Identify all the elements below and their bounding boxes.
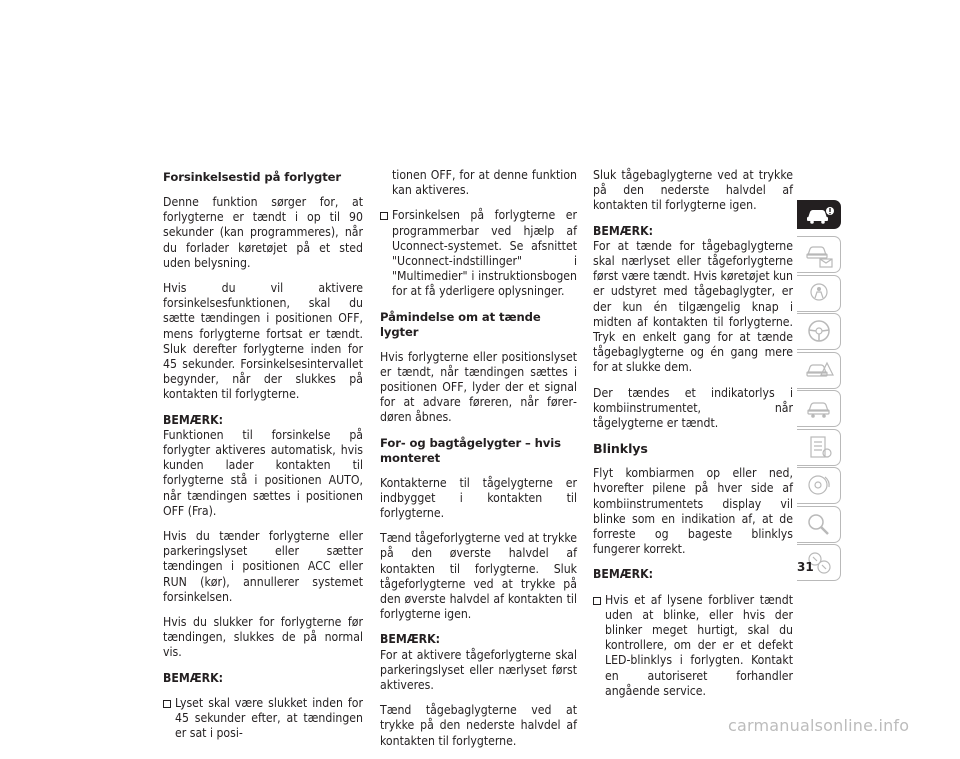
paragraph: Denne funktion sørger for, at forlygterne er tændt i op til 90 sekunder (kan programmeres), når du forlader køretøjet på et sted uden belysning. xyxy=(163,195,363,270)
page-number: 31 xyxy=(797,560,814,574)
tab-steering-wheel[interactable] xyxy=(797,313,841,350)
note-text: For at aktivere tågeforlygterne skal parkeringslyset eller nærlyset først aktiveres. xyxy=(380,647,577,693)
paragraph: Tænd tågebaglygterne ved at trykke på den nederste halvdel af kontakten til forlygterne. xyxy=(380,703,577,748)
note xyxy=(593,224,793,376)
note-text: Funktionen til forsinkelse på forlygter aktiveres automatisk, hvis kunden lader kontakten til forlygterne stå i positionen AUTO, når tændingen sættes i positionen OFF (Fra). xyxy=(163,427,363,518)
note-label: BEMÆRK: xyxy=(380,632,440,647)
paragraph: Hvis du vil aktivere forsinkelsesfunktionen, skal du sætte tændingen i positionen OFF, mens forlygterne fortsat er tændt. Sluk derefter forlygterne inden for 45 sekunder. Forsinkelsesintervallet begynder, når der slukkes på kontakten til forlygterne. xyxy=(163,281,363,402)
paragraph: Der tændes et indikatorlys i kombiinstrumentet, når tågelygterne er tændt. xyxy=(593,385,793,431)
column-2 xyxy=(380,168,577,759)
note xyxy=(593,567,793,582)
multimedia-icon xyxy=(805,472,835,500)
steering-wheel-icon xyxy=(805,318,835,346)
paragraph: Hvis forlygterne eller positionslyset er tændt, når tændingen sættes i positionen OFF, lyder der et signal for at advare føreren, når førerdøren åbnes. xyxy=(380,349,577,425)
car-key-icon xyxy=(805,241,835,269)
note-label: BEMÆRK: xyxy=(163,412,223,427)
note-text: For at tænde for tågebaglygterne skal nærlyset eller tågeforlygterne først være tændt. Hvis køretøjet kun er udstyret med tågebaglygter, er der kun én tilgængelig knap i midten af kontakten til forlygterne. Tryk en enkelt gang for at tænde tågebaglygterne og én gang mere for at slukke dem. xyxy=(593,238,793,375)
bullet-item xyxy=(163,696,363,742)
column-3 xyxy=(593,168,793,709)
note xyxy=(380,632,577,693)
watermark: carmanualsonline.info xyxy=(728,716,910,735)
bullet-text: Lyset skal være slukket inden for 45 sekunder efter, at tændingen er sat i posi- xyxy=(175,695,363,741)
paragraph: Kontakterne til tågelygterne er indbygget i kontakten til forlygterne. xyxy=(380,475,577,521)
checkbox-bullet-icon xyxy=(593,597,601,605)
note-label: BEMÆRK: xyxy=(163,670,223,685)
seat-airbag-icon xyxy=(805,280,835,308)
paragraph: Hvis du slukker for forlygterne før tændingen, slukkes de på normal vis. xyxy=(163,615,363,660)
tab-car-info[interactable] xyxy=(797,200,841,229)
bullet-text: Forsinkelsen på forlygterne er programmerbar ved hjælp af Uconnect-systemet. Se afsnittet "Uconnect-indstillinger" i "Multimedier" i instruktionsbogen for at få yderligere oplysninger. xyxy=(392,208,577,299)
tab-car-key[interactable] xyxy=(797,236,841,273)
note xyxy=(163,413,363,519)
search-icon xyxy=(805,511,835,539)
note-label: BEMÆRK: xyxy=(593,223,653,238)
bullet-item xyxy=(380,208,577,299)
bullet-item xyxy=(593,593,793,699)
maintenance-list-icon xyxy=(805,434,835,462)
note xyxy=(163,671,363,686)
paragraph: Tænd tågeforlygterne ved at trykke på den øverste halvdel af kontakten til forlygterne. Sluk tågeforlygterne ved at trykke på den øverste halvdel af kontakten til forlygterne igen. xyxy=(380,531,577,622)
column-1 xyxy=(163,170,363,752)
note-label: BEMÆRK: xyxy=(593,567,653,582)
bullet-continuation: tionen OFF, for at denne funktion kan aktiveres. xyxy=(392,168,577,198)
paragraph: Hvis du tænder forlygterne eller parkeringslyset eller sætter tændingen i positionen ACC eller RUN (kør), annullerer systemet forsinkelsen. xyxy=(163,529,363,604)
tab-maintenance-list[interactable] xyxy=(797,429,841,466)
paragraph: Flyt kombiarmen op eller ned, hvorefter pilene på hver side af kombiinstrumentets display vil blinke som en indikation af, at de forreste og bageste blinklys fungerer korrekt. xyxy=(593,466,793,557)
tab-car-service[interactable] xyxy=(797,390,841,427)
tab-search[interactable] xyxy=(797,506,841,543)
checkbox-bullet-icon xyxy=(163,700,171,708)
section-heading-fog-lights: For- og bagtågelygter – hvis monteret xyxy=(380,435,561,465)
tab-multimedia[interactable] xyxy=(797,467,841,504)
car-info-icon xyxy=(805,203,835,225)
checkbox-bullet-icon xyxy=(380,212,388,220)
tab-warning-car[interactable] xyxy=(797,352,841,389)
section-heading-lights-reminder: Påmindelse om at tænde lygter xyxy=(380,309,541,339)
car-service-icon xyxy=(805,395,835,423)
paragraph: Sluk tågebaglygterne ved at trykke på den nederste halvdel af kontakten til forlygterne igen. xyxy=(593,168,793,213)
tab-seat-airbag[interactable] xyxy=(797,275,841,312)
chapter-tabs xyxy=(797,200,842,583)
bullet-text: Hvis et af lysene forbliver tændt uden at blinke, eller hvis der blinker meget hurtigt, skal du kontrollere, om der er et defekt LED-blinklys i forlygten. Kontakt en autoriseret forhandler angående service. xyxy=(605,592,793,698)
section-heading-turn-signals: Blinklys xyxy=(593,441,648,457)
warning-car-icon xyxy=(805,357,835,385)
section-heading-headlight-delay: Forsinkelsestid på forlygter xyxy=(163,170,342,184)
